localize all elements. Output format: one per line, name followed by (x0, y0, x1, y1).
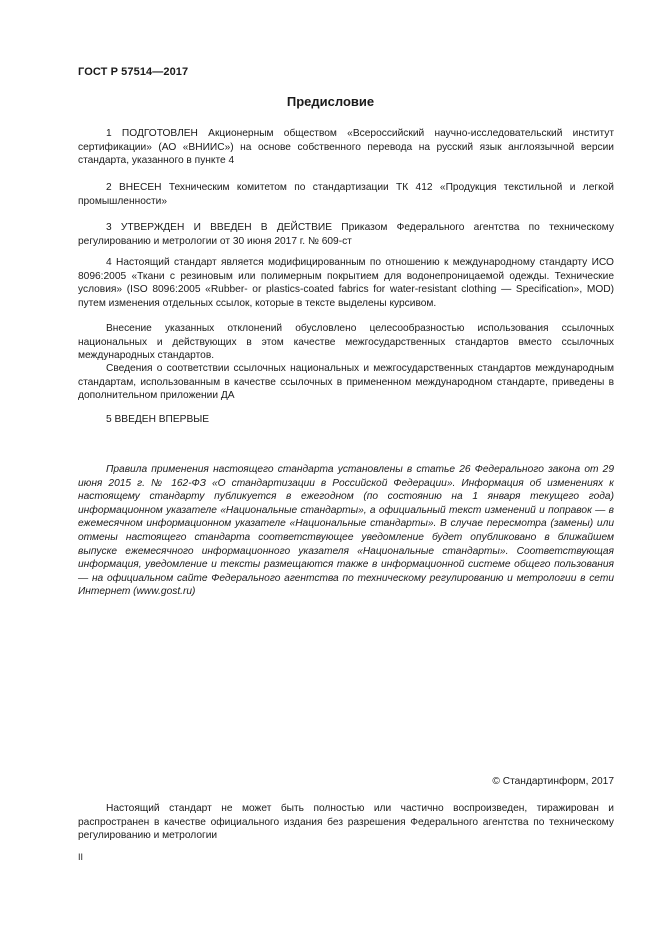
copyright-line: © Стандартинформ, 2017 (492, 776, 614, 787)
reproduction-notice: Настоящий стандарт не может быть полностью или частично воспроизведен, тиражирован и распространен в качестве официального издания без разрешения Федерального агентства по техническому регулированию и метрологии (78, 803, 614, 842)
item-approved: 3 УТВЕРЖДЕН И ВВЕДЕН В ДЕЙСТВИЕ Приказом Федерального агентства по техническому регулированию и метрологии от 30 июня 2017 г. № 609-ст (78, 222, 614, 247)
item-submitted: 2 ВНЕСЕН Техническим комитетом по стандартизации ТК 412 «Продукция текстильной и легкой промышленности» (78, 182, 614, 207)
page-number: II (78, 852, 84, 862)
deviations-paragraph: Внесение указанных отклонений обусловлено целесообразностью использования ссылочных национальных и действующих в этом качестве межгосударственных стандартов вместо ссылочных международных стандартов. (78, 323, 614, 362)
section-title: Предисловие (286, 94, 375, 109)
item-modified-standard: 4 Настоящий стандарт является модифицированным по отношению к международному стандарту ИСО 8096:2005 «Ткани с резиновым или полимерным покрытием для водонепроницаемой одежды. Технические условия» (ISO 8096:2005 «Rubber- or plastics-coated fabrics for water-resistant clothing — Specification», MOD) путем изменения отдельных ссылок, которые в тексте выделены курсивом. (78, 257, 614, 309)
item-first-introduced: 5 ВВЕДЕН ВПЕРВЫЕ (106, 414, 210, 425)
document-code-header: ГОСТ Р 57514—2017 (78, 66, 189, 78)
correspondence-paragraph: Сведения о соответствии ссылочных национальных и межгосударственных стандартов международным стандартам, использованным в качестве ссылочных в примененном международном стандарте, приведены в дополнительном приложении ДА (78, 363, 614, 402)
application-rules-notice: Правила применения настоящего стандарта установлены в статье 26 Федерального закона от 29 июня 2015 г. № 162-ФЗ «О стандартизации в Российской Федерации». Информация об изменениях к настоящему стандарту публикуется в ежегодном (по состоянию на 1 января текущего года) информационном указателе «Национальные стандарты», а официальный текст изменений и поправок — в ежемесячном информационном указателе «Национальные стандарты». В случае пересмотра (замены) или отмены настоящего стандарта соответствующее уведомление будет опубликовано в ближайшем выпуске ежемесячного информационного указателя «Национальные стандарты». Соответствующая информация, уведомление и тексты размещаются также в информационной системе общего пользования — на официальном сайте Федерального агентства по техническому регулированию и метрологии в сети Интернет (www.gost.ru) (78, 464, 614, 598)
item-prepared: 1 ПОДГОТОВЛЕН Акционерным обществом «Всероссийский научно-исследовательский институт сертификации» (АО «ВНИИС») на основе собственного перевода на русский язык англоязычной версии стандарта, указанного в пункте 4 (78, 128, 614, 167)
